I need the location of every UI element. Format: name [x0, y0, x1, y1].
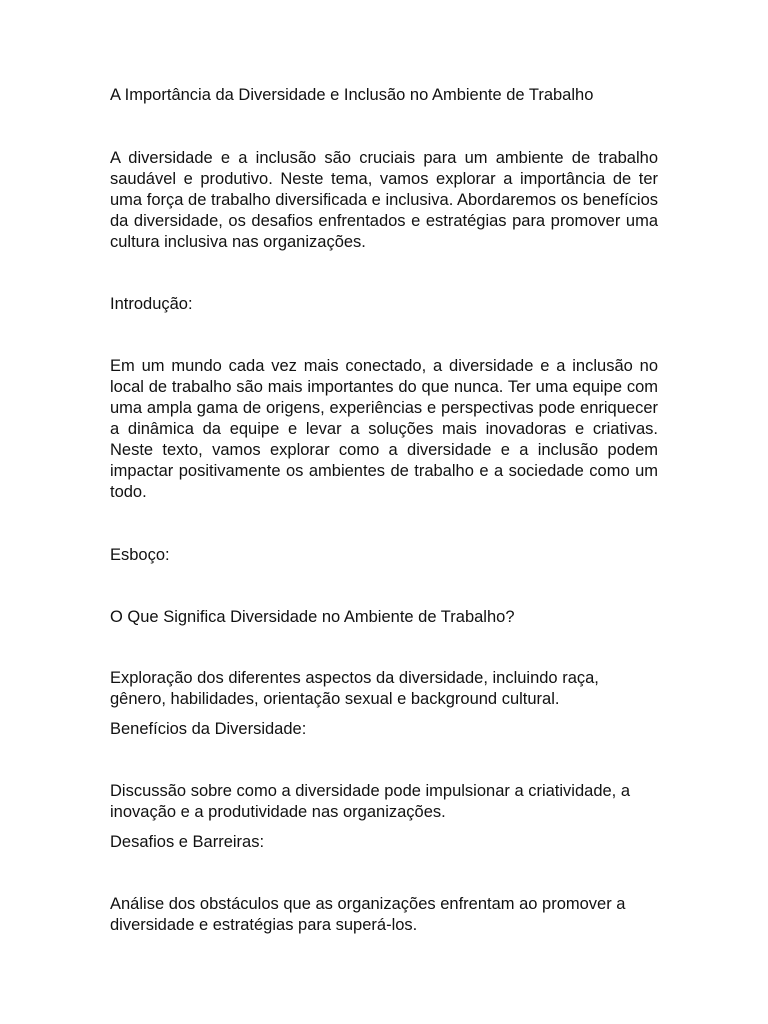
introduction-paragraph: Em um mundo cada vez mais conectado, a diversidade e a inclusão no local de trabalho são mais importantes do que nunca. Ter uma equipe com uma ampla gama de origens, experiências e perspectivas pode enriquecer a dinâmica da equipe e levar a soluções mais inovadoras e criativas. Neste texto, vamos explorar como a diversidade e a inclusão podem impactar positivamente os ambientes de trabalho e a sociedade como um todo.: [110, 357, 658, 501]
document-page: [110, 0, 658, 1024]
outline-section-text: Exploração dos diferentes aspectos da diversidade, incluindo raça, gênero, habilidades, orientação sexual e background cultural.: [110, 669, 599, 708]
introduction-heading: Introdução:: [110, 295, 193, 313]
outline-section-heading: O Que Significa Diversidade no Ambiente de Trabalho?: [110, 608, 515, 626]
outline-heading: Esboço:: [110, 546, 170, 564]
outline-section-heading: Benefícios da Diversidade:: [110, 720, 307, 738]
document-title: A Importância da Diversidade e Inclusão no Ambiente de Trabalho: [110, 86, 594, 104]
outline-section-text: Discussão sobre como a diversidade pode impulsionar a criatividade, a inovação e a produtividade nas organizações.: [110, 782, 631, 821]
outline-section-text: Análise dos obstáculos que as organizações enfrentam ao promover a diversidade e estratégias para superá-los.: [110, 895, 626, 934]
intro-paragraph: A diversidade e a inclusão são cruciais para um ambiente de trabalho saudável e produtivo. Neste tema, vamos explorar a importância de ter uma força de trabalho diversificada e inclusiva. Abordaremos os benefícios da diversidade, os desafios enfrentados e estratégias para promover uma cultura inclusiva nas organizações.: [110, 149, 658, 251]
outline-section-heading: Desafios e Barreiras:: [110, 833, 265, 851]
